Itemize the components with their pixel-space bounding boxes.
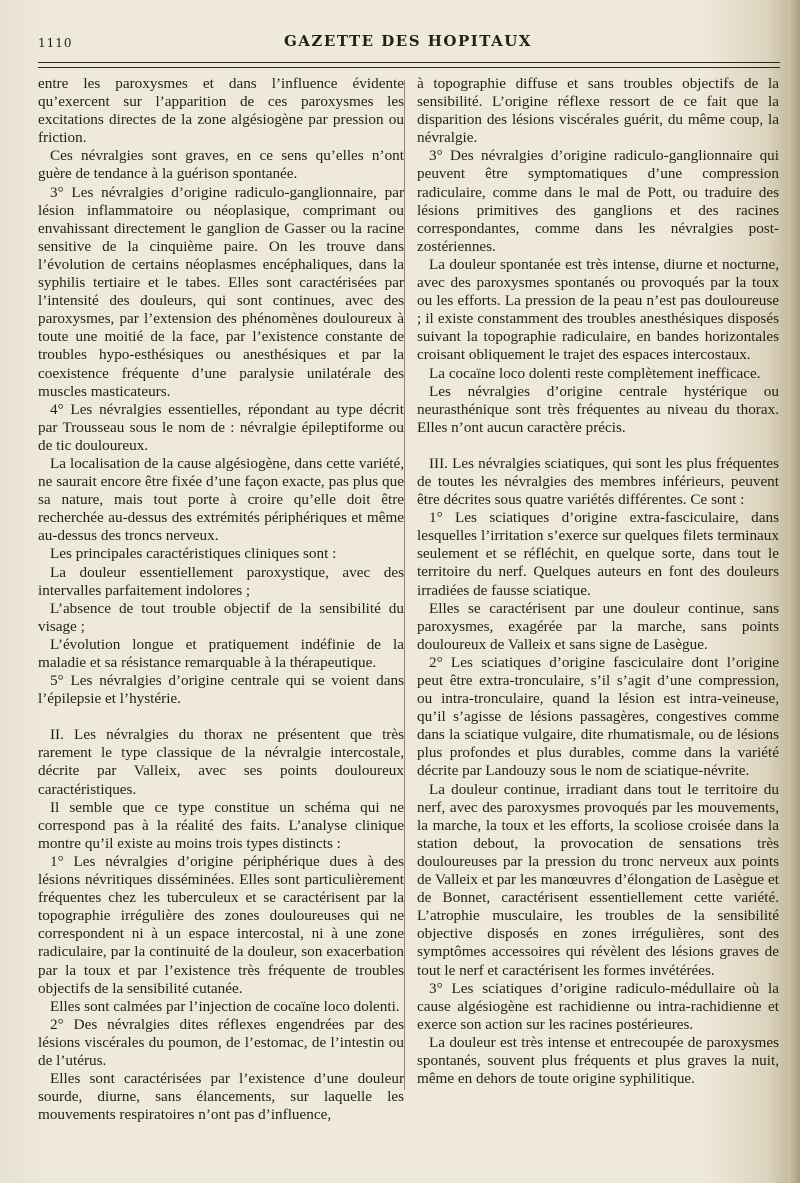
left-column <box>38 75 404 1124</box>
section-heading-paragraph: II. Les névralgies du thorax ne présentent que très rarement le type classique de la névralgie intercostale, décrite par Valleix, avec ses points douloureux caractéristiques. <box>38 726 404 798</box>
paragraph: 1° Les sciatiques d’origine extra-fasciculaire, dans lesquelles l’irritation s’exerce sur quelques filets terminaux seulement et se réfléchit, en quelque sorte, dans tout le territoire du nerf. Quelques auteurs en font des douleurs irradiées de fausse sciatique. <box>417 509 779 599</box>
paragraph: 4° Les névralgies essentielles, répondant au type décrit par Trousseau sous le nom de : névralgie épileptiforme ou de tic douloureux. <box>38 400 404 454</box>
paragraph: Les névralgies d’origine centrale hystérique ou neurasthénique sont très fréquentes au niveau du thorax. Elles n’ont aucun caractère précis. <box>417 382 779 436</box>
binding-edge <box>788 0 800 1183</box>
paragraph: Ces névralgies sont graves, en ce sens qu’elles n’ont guère de tendance à la guérison spontanée. <box>38 147 404 183</box>
paragraph: L’évolution longue et pratiquement indéfinie de la maladie et sa résistance remarquable à la thérapeutique. <box>38 635 404 671</box>
paragraph: 5° Les névralgies d’origine centrale qui se voient dans l’épilepsie et l’hystérie. <box>38 672 404 708</box>
section-spacer <box>417 437 779 455</box>
page-header <box>38 32 778 56</box>
paragraph: à topographie diffuse et sans troubles objectifs de la sensibilité. L’origine réflexe ressort de ce fait que la disparition des lésions viscérales guérit, du même coup, la névralgie. <box>417 75 779 147</box>
paragraph: 1° Les névralgies d’origine périphérique dues à des lésions névritiques disséminées. Elles sont particulièrement fréquentes chez les tuberculeux et se caractérisent par la topographie irrégulière des zones douloureuses qui ne correspondent ni à un espace intercostal, ni à une zone radiculaire, par la continuité de la douleur, son exacerbation par la toux et par l’existence très fréquente de troubles objectifs de la sensibilité cutanée. <box>38 852 404 997</box>
running-title: GAZETTE DES HOPITAUX <box>283 32 532 50</box>
paragraph: Elles sont caractérisées par l’existence d’une douleur sourde, diurne, sans élancements, sur laquelle les mouvements respiratoires n’ont pas d’influence, <box>38 1070 404 1124</box>
paragraph: Elles sont calmées par l’injection de cocaïne loco dolenti. <box>50 997 400 1015</box>
paragraph: La douleur essentiellement paroxystique, avec des intervalles parfaitement indolores ; <box>38 563 404 599</box>
paragraph: L’absence de tout trouble objectif de la sensibilité du visage ; <box>38 599 404 635</box>
paragraph: Il semble que ce type constitue un schéma qui ne correspond pas à la réalité des faits. L’analyse clinique montre qu’il existe au moins trois types distincts : <box>38 798 404 852</box>
paragraph: entre les paroxysmes et dans l’influence évidente qu’exercent sur l’apparition de ces paroxysmes les excitations directes de la zone algésiogène par pression ou friction. <box>38 75 404 147</box>
column-divider <box>404 80 405 1090</box>
paragraph: Elles se caractérisent par une douleur continue, sans paroxysmes, exagérée par la marche, sans points douloureux de Valleix et sans signe de Lasègue. <box>417 599 779 653</box>
section-heading-paragraph: III. Les névralgies sciatiques, qui sont les plus fréquentes de toutes les névralgies des membres inférieurs, peuvent être décrites sous quatre variétés différentes. Ce sont : <box>417 454 779 509</box>
header-rule <box>38 62 780 68</box>
paragraph: 3° Des névralgies d’origine radiculo-ganglionnaire qui peuvent être symptomatiques d’une compression radiculaire, comme dans le mal de Pott, ou traduire des lésions primitives des ganglions et des racines correspondantes, comme dans les névralgies post-zostériennes. <box>417 147 779 255</box>
paragraph: La localisation de la cause algésiogène, dans cette variété, ne saurait encore être fixée d’une façon exacte, pas plus que sa nature, mais tout porte à croire qu’elle doit être recherchée au-dessus des extrémités périphériques et même au-dessus des troncs nerveux. <box>38 454 404 545</box>
paragraph: La cocaïne loco dolenti reste complètement inefficace. <box>429 364 761 382</box>
paragraph: 3° Les sciatiques d’origine radiculo-médullaire où la cause algésiogène est rachidienne ou intra-rachidienne et exerce son action sur les racines postérieures. <box>417 979 779 1033</box>
paragraph: 3° Les névralgies d’origine radiculo-ganglionnaire, par lésion inflammatoire ou néoplasique, comprimant ou envahissant directement le ganglion de Gasser ou la racine sensitive de la cinquième paire. On les trouve dans l’évolution de certains néoplasmes encéphaliques, dans la syphilis tertiaire et le tabes. Elles sont caractérisées par l’intensité des douleurs, qui sont continues, avec des paroxysmes, par l’extension des phénomènes douloureux à toute une moitié de la face, par l’existence constante de troubles hypo-esthésiques ou anesthésiques et par la coexistence fréquente d’une paralysie unilatérale des muscles masticateurs. <box>38 183 404 400</box>
paragraph: Les principales caractéristiques cliniques sont : <box>50 545 337 563</box>
paragraph: La douleur continue, irradiant dans tout le territoire du nerf, avec des paroxysmes provoqués par les mouvements, la marche, la toux et les efforts, la scoliose croisée dans la station debout, la provocation de sensations très douloureuses par la pression du tronc nerveux aux points de Valleix et par les manœuvres d’élongation de Lasègue et de Bonnet, caractérisent essentiellement cette variété. L’atrophie musculaire, les troubles de la sensibilité objective disposés en zones irrégulières, sont des symptômes accessoires qui révèlent des lésions graves de tout le nerf et caractérisent les formes invétérées. <box>417 780 779 979</box>
paragraph: La douleur est très intense et entrecoupée de paroxysmes spontanés, souvent plus fréquents et plus graves la nuit, même en dehors de toute origine syphilitique. <box>417 1033 779 1088</box>
page-number: 1110 <box>38 36 73 50</box>
paragraph: 2° Les sciatiques d’origine fasciculaire dont l’origine peut être extra-tronculaire, s’il s’agit d’une compression, ou intra-tronculaire, quand la lésion est intra-veineuse, qu’il s’agisse de lésions passagères, congestives comme dans la sciatique vulgaire, dite rhumatismale, ou de lésions plus profondes et plus durables, comme dans la variété décrite par Landouzy sous le nom de sciatique-névrite. <box>417 653 779 780</box>
section-spacer <box>38 708 404 726</box>
paragraph: La douleur spontanée est très intense, diurne et nocturne, avec des paroxysmes spontanés ou provoqués par la toux ou les efforts. La pression de la peau n’est pas douloureuse ; il existe constamment des troubles anesthésiques disposés suivant la topographie radiculaire, en bandes horizontales croisant obliquement le trajet des espaces intercostaux. <box>417 255 779 364</box>
paragraph: 2° Des névralgies dites réflexes engendrées par des lésions viscérales du poumon, de l’estomac, de l’intestin ou de l’utérus. <box>38 1015 404 1069</box>
right-column <box>417 75 779 1088</box>
